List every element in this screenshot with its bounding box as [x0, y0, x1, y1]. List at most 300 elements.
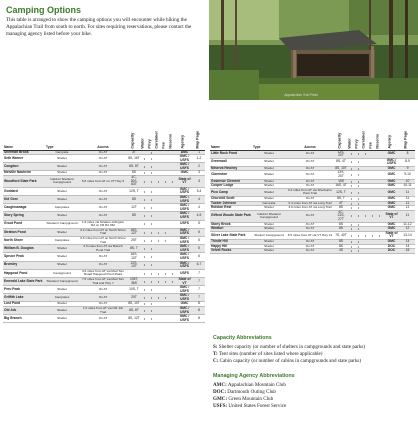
cell-reserve: [169, 236, 176, 244]
cell-privy: •: [148, 212, 155, 220]
cell-agency: GMC / USFS: [176, 204, 193, 212]
cell-capacity: 4C, 20S, 83T: [127, 176, 141, 188]
col-header-privy: Privy: [148, 126, 155, 150]
cell-access: 0.4 miles from AT via Sherburne Pass Trail: [286, 188, 334, 196]
cell-privy: •: [148, 204, 155, 212]
cell-caretaker: [362, 188, 369, 196]
cell-water: •: [348, 201, 355, 206]
cell-agency: GMC: [383, 188, 400, 196]
cell-name: Woodford State Park: [3, 176, 45, 188]
cell-privy: •: [355, 239, 362, 244]
cell-water: •: [141, 228, 148, 236]
cell-access: On AT: [79, 212, 127, 220]
cell-type: Shelter: [45, 187, 79, 195]
capacity-abbreviations-list: [213, 344, 413, 365]
cell-water: •: [141, 212, 148, 220]
cell-map: 14: [400, 244, 415, 249]
cell-type: Shelters/ Campground: [45, 277, 79, 285]
cell-privy: •: [148, 236, 155, 244]
col-header-caretaker: Caretaker: [155, 126, 162, 150]
cell-map: 11: [400, 210, 415, 222]
cell-access: On AT: [286, 158, 334, 166]
cell-fee: •: [369, 210, 376, 222]
page-title: Camping Options: [6, 5, 81, 15]
cell-caretaker: •: [155, 294, 162, 302]
cell-name: Seth Warner: [3, 155, 45, 163]
cell-agency: GMC: [383, 184, 400, 189]
cell-map: 10-11: [400, 184, 415, 189]
table-row: [3, 286, 205, 294]
cell-reserve: [169, 163, 176, 171]
cell-capacity: 10S, T: [127, 286, 141, 294]
cell-water: •: [348, 222, 355, 227]
cell-capacity: 8S: [334, 222, 348, 227]
cell-water: •: [141, 269, 148, 277]
cell-water: •: [141, 245, 148, 253]
cell-privy: •: [148, 176, 155, 188]
cell-access: On AT: [286, 249, 334, 254]
cell-map: 5: [193, 236, 205, 244]
cell-agency: GMC: [383, 206, 400, 211]
cell-map: 3-4: [193, 187, 205, 195]
cell-reserve: [169, 253, 176, 261]
cell-map: 4: [193, 204, 205, 212]
agency-abbreviation: [213, 382, 413, 389]
cell-capacity: 12S, T: [334, 188, 348, 196]
cell-capacity: 8S, T: [334, 197, 348, 202]
cell-caretaker: •: [362, 231, 369, 239]
cell-access: On AT: [286, 227, 334, 232]
cell-access: 1.8 miles via Stratton-Arlington Rd on FR Rd 362: [79, 220, 127, 228]
cell-fee: •: [162, 269, 169, 277]
cell-reserve: [169, 286, 176, 294]
cell-agency: GMC / USFS: [176, 196, 193, 204]
cell-agency: GMC: [383, 150, 400, 158]
col-header-capacity: Capacity: [334, 126, 348, 150]
cell-reserve: •: [169, 176, 176, 188]
cell-type: Shelter: [252, 206, 286, 211]
cell-access: On AT: [79, 302, 127, 307]
table-row: [3, 245, 205, 253]
cell-privy: •: [148, 294, 155, 302]
cell-name: Caughnawaga: [3, 204, 45, 212]
cell-type: Shelter: [252, 239, 286, 244]
cell-privy: •: [148, 261, 155, 269]
cell-privy: •: [148, 171, 155, 176]
cell-agency: GMC / USFS: [383, 158, 400, 166]
cell-water: •: [348, 166, 355, 171]
cell-reserve: •: [169, 277, 176, 285]
cell-caretaker: [155, 286, 162, 294]
col-header-fee: Fee: [162, 126, 169, 150]
cell-name: Griffith Lake: [3, 294, 45, 302]
cell-name: Story Spring: [3, 212, 45, 220]
cell-name: Wintturi: [210, 227, 252, 232]
cell-name: Happy Hill: [210, 244, 252, 249]
cell-capacity: 8S: [334, 244, 348, 249]
cell-privy: •: [355, 206, 362, 211]
cell-caretaker: [155, 204, 162, 212]
cell-name: Minerva Hinchey: [210, 166, 252, 171]
cell-privy: •: [148, 155, 155, 163]
cell-map: 11: [400, 201, 415, 206]
cell-name: Hapgood Pond: [3, 269, 45, 277]
cell-map: 11: [400, 188, 415, 196]
table-row: [3, 307, 205, 315]
cell-access: 5.8 miles from AT on VT Hwy 9: [79, 176, 127, 188]
cell-agency: GMC: [176, 302, 193, 307]
cell-capacity: 10S: [334, 179, 348, 184]
cell-privy: •: [148, 220, 155, 228]
cell-water: •: [141, 163, 148, 171]
agency-abbreviations-heading: Managing Agency Abbreviations: [213, 373, 295, 379]
col-header-name: Name: [3, 126, 45, 150]
cell-water: •: [141, 220, 148, 228]
cell-access: On AT: [79, 286, 127, 294]
col-header-name: Name: [210, 126, 252, 150]
cell-water: •: [141, 196, 148, 204]
cell-privy: •: [148, 187, 155, 195]
cell-privy: •: [355, 171, 362, 179]
cell-reserve: [376, 188, 383, 196]
agency-abbreviation-text: Green Mountain Club: [227, 396, 274, 402]
cell-water: •: [348, 206, 355, 211]
cell-water: •: [348, 231, 355, 239]
cell-name: Little Rock Pond: [210, 150, 252, 158]
cell-fee: [162, 196, 169, 204]
cell-name: Velvet Rocks: [210, 249, 252, 254]
table-row: [3, 204, 205, 212]
cell-caretaker: [155, 253, 162, 261]
cell-agency: GMC / USFS: [176, 286, 193, 294]
table-row: [3, 315, 205, 323]
table-row: [3, 253, 205, 261]
cell-caretaker: •: [362, 150, 369, 158]
cell-access: On AT: [286, 244, 334, 249]
cell-reserve: [169, 228, 176, 236]
agency-abbreviations-list: [213, 382, 413, 410]
cell-type: Shelter: [252, 244, 286, 249]
cell-privy: •: [148, 228, 155, 236]
cell-type: Shelter: [252, 222, 286, 227]
cell-map: 1: [193, 150, 205, 155]
table-row: [3, 196, 205, 204]
cell-agency: GMC / USFS: [176, 228, 193, 236]
cell-privy: •: [148, 277, 155, 285]
cell-map: 1-2: [193, 155, 205, 163]
cell-caretaker: •: [155, 269, 162, 277]
cell-access: On AT: [79, 253, 127, 261]
cell-access: 3.9 miles from AT via Long Trail: [286, 206, 334, 211]
cell-type: Cabins/ Shelters/ Campground: [45, 176, 79, 188]
cell-privy: •: [148, 253, 155, 261]
cell-type: Shelter: [45, 261, 79, 269]
cell-capacity: 25T: [127, 236, 141, 244]
cell-reserve: [169, 196, 176, 204]
cell-privy: •: [355, 166, 362, 171]
cell-privy: •: [355, 184, 362, 189]
cell-type: Cabins/ Shelters/ Campground: [252, 210, 286, 222]
cell-agency: GMC / USFS: [176, 307, 193, 315]
cell-caretaker: [155, 155, 162, 163]
cell-water: •: [141, 171, 148, 176]
cell-access: On AT: [79, 163, 127, 171]
cell-access: On AT: [286, 210, 334, 222]
cell-name: Sherman Brook: [3, 150, 45, 155]
cell-water: •: [348, 171, 355, 179]
cell-privy: •: [148, 302, 155, 307]
col-header-water: Water: [141, 126, 148, 150]
cell-privy: •: [355, 150, 362, 158]
cell-type: Shelter: [45, 228, 79, 236]
cell-capacity: 20T: [127, 294, 141, 302]
col-header-caretaker: Caretaker: [362, 126, 369, 150]
cell-map: 11: [400, 197, 415, 202]
cell-type: Shelters/ Campground: [45, 220, 79, 228]
capacity-abbreviation: [213, 344, 413, 351]
cell-fee: [369, 150, 376, 158]
cell-name: Old Job: [3, 307, 45, 315]
cell-privy: •: [148, 196, 155, 204]
cell-map: 8: [193, 307, 205, 315]
cell-agency: GMC: [383, 197, 400, 202]
cell-agency: State of VT: [383, 231, 400, 239]
cell-type: Shelter: [45, 163, 79, 171]
cell-reserve: [169, 315, 176, 323]
cell-capacity: 8S, 4T: [334, 158, 348, 166]
col-header-capacity: Capacity: [127, 126, 141, 150]
cell-access: On AT: [79, 261, 127, 269]
cell-access: On AT: [286, 239, 334, 244]
cell-map: 7: [193, 286, 205, 294]
cell-privy: •: [148, 245, 155, 253]
cell-agency: GMC / USFS: [176, 294, 193, 302]
cell-name: Kid Gore: [3, 196, 45, 204]
cell-reserve: [376, 158, 383, 166]
cell-access: 0.5 miles from AT on North Shore Trail: [80, 235, 126, 244]
cell-type: Shelter: [252, 184, 286, 189]
cell-access: On AT: [79, 187, 127, 195]
cell-type: Shelter: [45, 302, 79, 307]
cell-privy: •: [355, 201, 362, 206]
cell-fee: [162, 155, 169, 163]
cell-privy: •: [355, 210, 362, 222]
cell-fee: [369, 188, 376, 196]
cell-privy: •: [148, 163, 155, 171]
table-row: [3, 277, 205, 285]
cell-reserve: •: [376, 231, 383, 239]
agency-abbreviation: [213, 403, 413, 410]
cell-caretaker: •: [155, 176, 162, 188]
table-row: [3, 212, 205, 220]
cell-access: On AT: [286, 184, 334, 189]
cell-agency: GMC: [383, 166, 400, 171]
cell-caretaker: [155, 196, 162, 204]
cell-capacity: 8S: [334, 239, 348, 244]
photo-credit: Appalachian Trail Photo: [284, 93, 318, 97]
agency-abbreviation-key: USFS:: [213, 403, 228, 409]
cell-type: Shelter: [252, 197, 286, 202]
cell-capacity: 12S, 20T: [334, 171, 348, 179]
cell-fee: •: [162, 228, 169, 236]
cell-agency: GMC / USFS: [176, 315, 193, 323]
cell-type: Shelter: [45, 171, 79, 176]
cell-map: 3: [193, 176, 205, 188]
cell-map: 8: [193, 302, 205, 307]
cell-fee: [162, 307, 169, 315]
agency-abbreviation-key: AMC:: [213, 382, 227, 388]
cell-name: Pico Camp: [210, 188, 252, 196]
agency-abbreviation-text: Dartmouth Outing Club: [226, 389, 276, 395]
cell-type: Campsite: [45, 150, 79, 155]
capacity-abbreviation-text: Cabin capacity (or number of cabins in campgrounds and state parks): [218, 358, 362, 364]
cell-name: Emerald Lake State Park: [3, 277, 45, 285]
cell-water: •: [348, 184, 355, 189]
cell-caretaker: [155, 220, 162, 228]
cell-type: Shelter: [252, 227, 286, 232]
cell-caretaker: •: [155, 228, 162, 236]
col-header-type: Type: [45, 126, 79, 150]
cell-access: 1.0 miles from AT via Old Job Trail: [79, 307, 127, 315]
cell-fee: [162, 204, 169, 212]
legend: [213, 335, 413, 410]
cell-name: William B. Douglas: [3, 245, 45, 253]
cell-capacity: 12S, T: [127, 187, 141, 195]
cell-capacity: 8S, 6T: [127, 307, 141, 315]
cell-fee: [162, 286, 169, 294]
cell-caretaker: •: [362, 210, 369, 222]
cell-reserve: [169, 187, 176, 195]
cell-type: Shelter/ Campground: [252, 231, 286, 239]
cell-map: 8: [400, 150, 415, 158]
cell-agency: GMC / USFS: [176, 163, 193, 171]
cell-access: 0.4 miles from AT via Long Trail: [286, 201, 334, 206]
cell-water: •: [348, 188, 355, 196]
col-header-water: Water: [348, 126, 355, 150]
cell-name: Gifford Woods State Park: [210, 210, 252, 222]
cell-caretaker: [155, 163, 162, 171]
camping-table-right-body: [210, 150, 415, 253]
cell-type: Campground: [45, 269, 79, 277]
cell-privy: •: [148, 307, 155, 315]
cell-access: 0.5 miles from AT via Branch Pond Trail: [79, 245, 127, 253]
cell-agency: GMC / USFS: [176, 212, 193, 220]
cell-type: Shelter: [45, 253, 79, 261]
cell-map: 14: [400, 239, 415, 244]
cell-water: •: [348, 244, 355, 249]
cell-map: 8: [193, 315, 205, 323]
cell-privy: •: [355, 231, 362, 239]
cell-name: Governor Clement: [210, 179, 252, 184]
cell-privy: •: [148, 286, 155, 294]
cell-name: Cooper Lodge: [210, 184, 252, 189]
cell-water: •: [141, 187, 148, 195]
cell-name: Spruce Peak: [3, 253, 45, 261]
agency-abbreviation-text: Appalachian Mountain Club: [226, 382, 286, 388]
col-header-map-page: Map Page: [400, 126, 415, 150]
cell-water: •: [141, 302, 148, 307]
cell-privy: •: [355, 227, 362, 232]
table-header-row: [3, 126, 205, 150]
table-header-row: [210, 126, 415, 150]
cell-water: •: [348, 179, 355, 184]
cell-reserve: [169, 204, 176, 212]
cell-access: On AT: [79, 150, 127, 155]
agency-abbreviation: [213, 389, 413, 396]
cell-fee: [162, 261, 169, 269]
cell-map: 7: [193, 277, 205, 285]
cell-reserve: [169, 307, 176, 315]
cell-agency: GMC: [176, 171, 193, 176]
cell-water: •: [141, 155, 148, 163]
capacity-abbreviation: [213, 358, 413, 365]
cell-map: 8-9: [400, 158, 415, 166]
cell-name: Congdon: [3, 163, 45, 171]
cell-privy: •: [355, 188, 362, 196]
cell-map: 4-5: [193, 212, 205, 220]
col-header-reserve: Reserve: [169, 126, 176, 150]
cell-agency: GMC: [383, 227, 400, 232]
table-row: [3, 261, 205, 269]
cell-agency: GMC: [383, 179, 400, 184]
capacity-abbreviation-key: T:: [213, 351, 218, 357]
cell-reserve: [169, 294, 176, 302]
cell-map: 12: [400, 227, 415, 232]
cell-capacity: 8S: [127, 212, 141, 220]
table-row: [210, 249, 415, 254]
cell-water: •: [141, 204, 148, 212]
cell-reserve: [169, 155, 176, 163]
cell-water: •: [348, 150, 355, 158]
cell-privy: •: [148, 150, 155, 155]
table-row: [210, 171, 415, 179]
cell-capacity: 4C, 21S, 27T: [334, 210, 348, 222]
cell-water: •: [141, 307, 148, 315]
cell-fee: •: [162, 236, 169, 244]
cell-capacity: 8S: [334, 227, 348, 232]
capacity-abbreviation-text: Shelter capacity (or number of shelters in campgrounds and state parks): [217, 344, 366, 350]
cell-name: Churchill Scott: [210, 197, 252, 202]
cell-name: Peru Peak: [3, 286, 45, 294]
cell-map: 13-14: [400, 231, 415, 239]
cell-access: 6.5 miles from AT via VT Hwy 12: [286, 231, 334, 239]
cell-privy: •: [148, 269, 155, 277]
cell-agency: AMC: [176, 150, 193, 155]
cell-name: Rolston Rest: [210, 206, 252, 211]
cell-type: Shelter: [45, 315, 79, 323]
cell-map: 6-7: [193, 261, 205, 269]
cell-capacity: 8S: [127, 196, 141, 204]
cell-agency: GMC: [383, 201, 400, 206]
cell-reserve: [169, 245, 176, 253]
cell-map: 11: [400, 206, 415, 211]
cell-capacity: 7S, 40T: [334, 231, 348, 239]
cell-caretaker: [155, 212, 162, 220]
cell-fee: •: [369, 231, 376, 239]
col-header-privy: Privy: [355, 126, 362, 150]
cell-water: •: [141, 277, 148, 285]
cell-name: Goddard: [3, 187, 45, 195]
cell-agency: USFS: [176, 220, 193, 228]
agency-abbreviation: [213, 396, 413, 403]
cell-access: On AT: [286, 197, 334, 202]
cell-type: Shelter: [45, 307, 79, 315]
cell-water: •: [348, 249, 355, 254]
cell-access: On AT: [79, 315, 127, 323]
cell-reserve: [376, 171, 383, 179]
cell-type: Shelter: [252, 179, 286, 184]
col-header-agency: Agency: [383, 126, 400, 150]
